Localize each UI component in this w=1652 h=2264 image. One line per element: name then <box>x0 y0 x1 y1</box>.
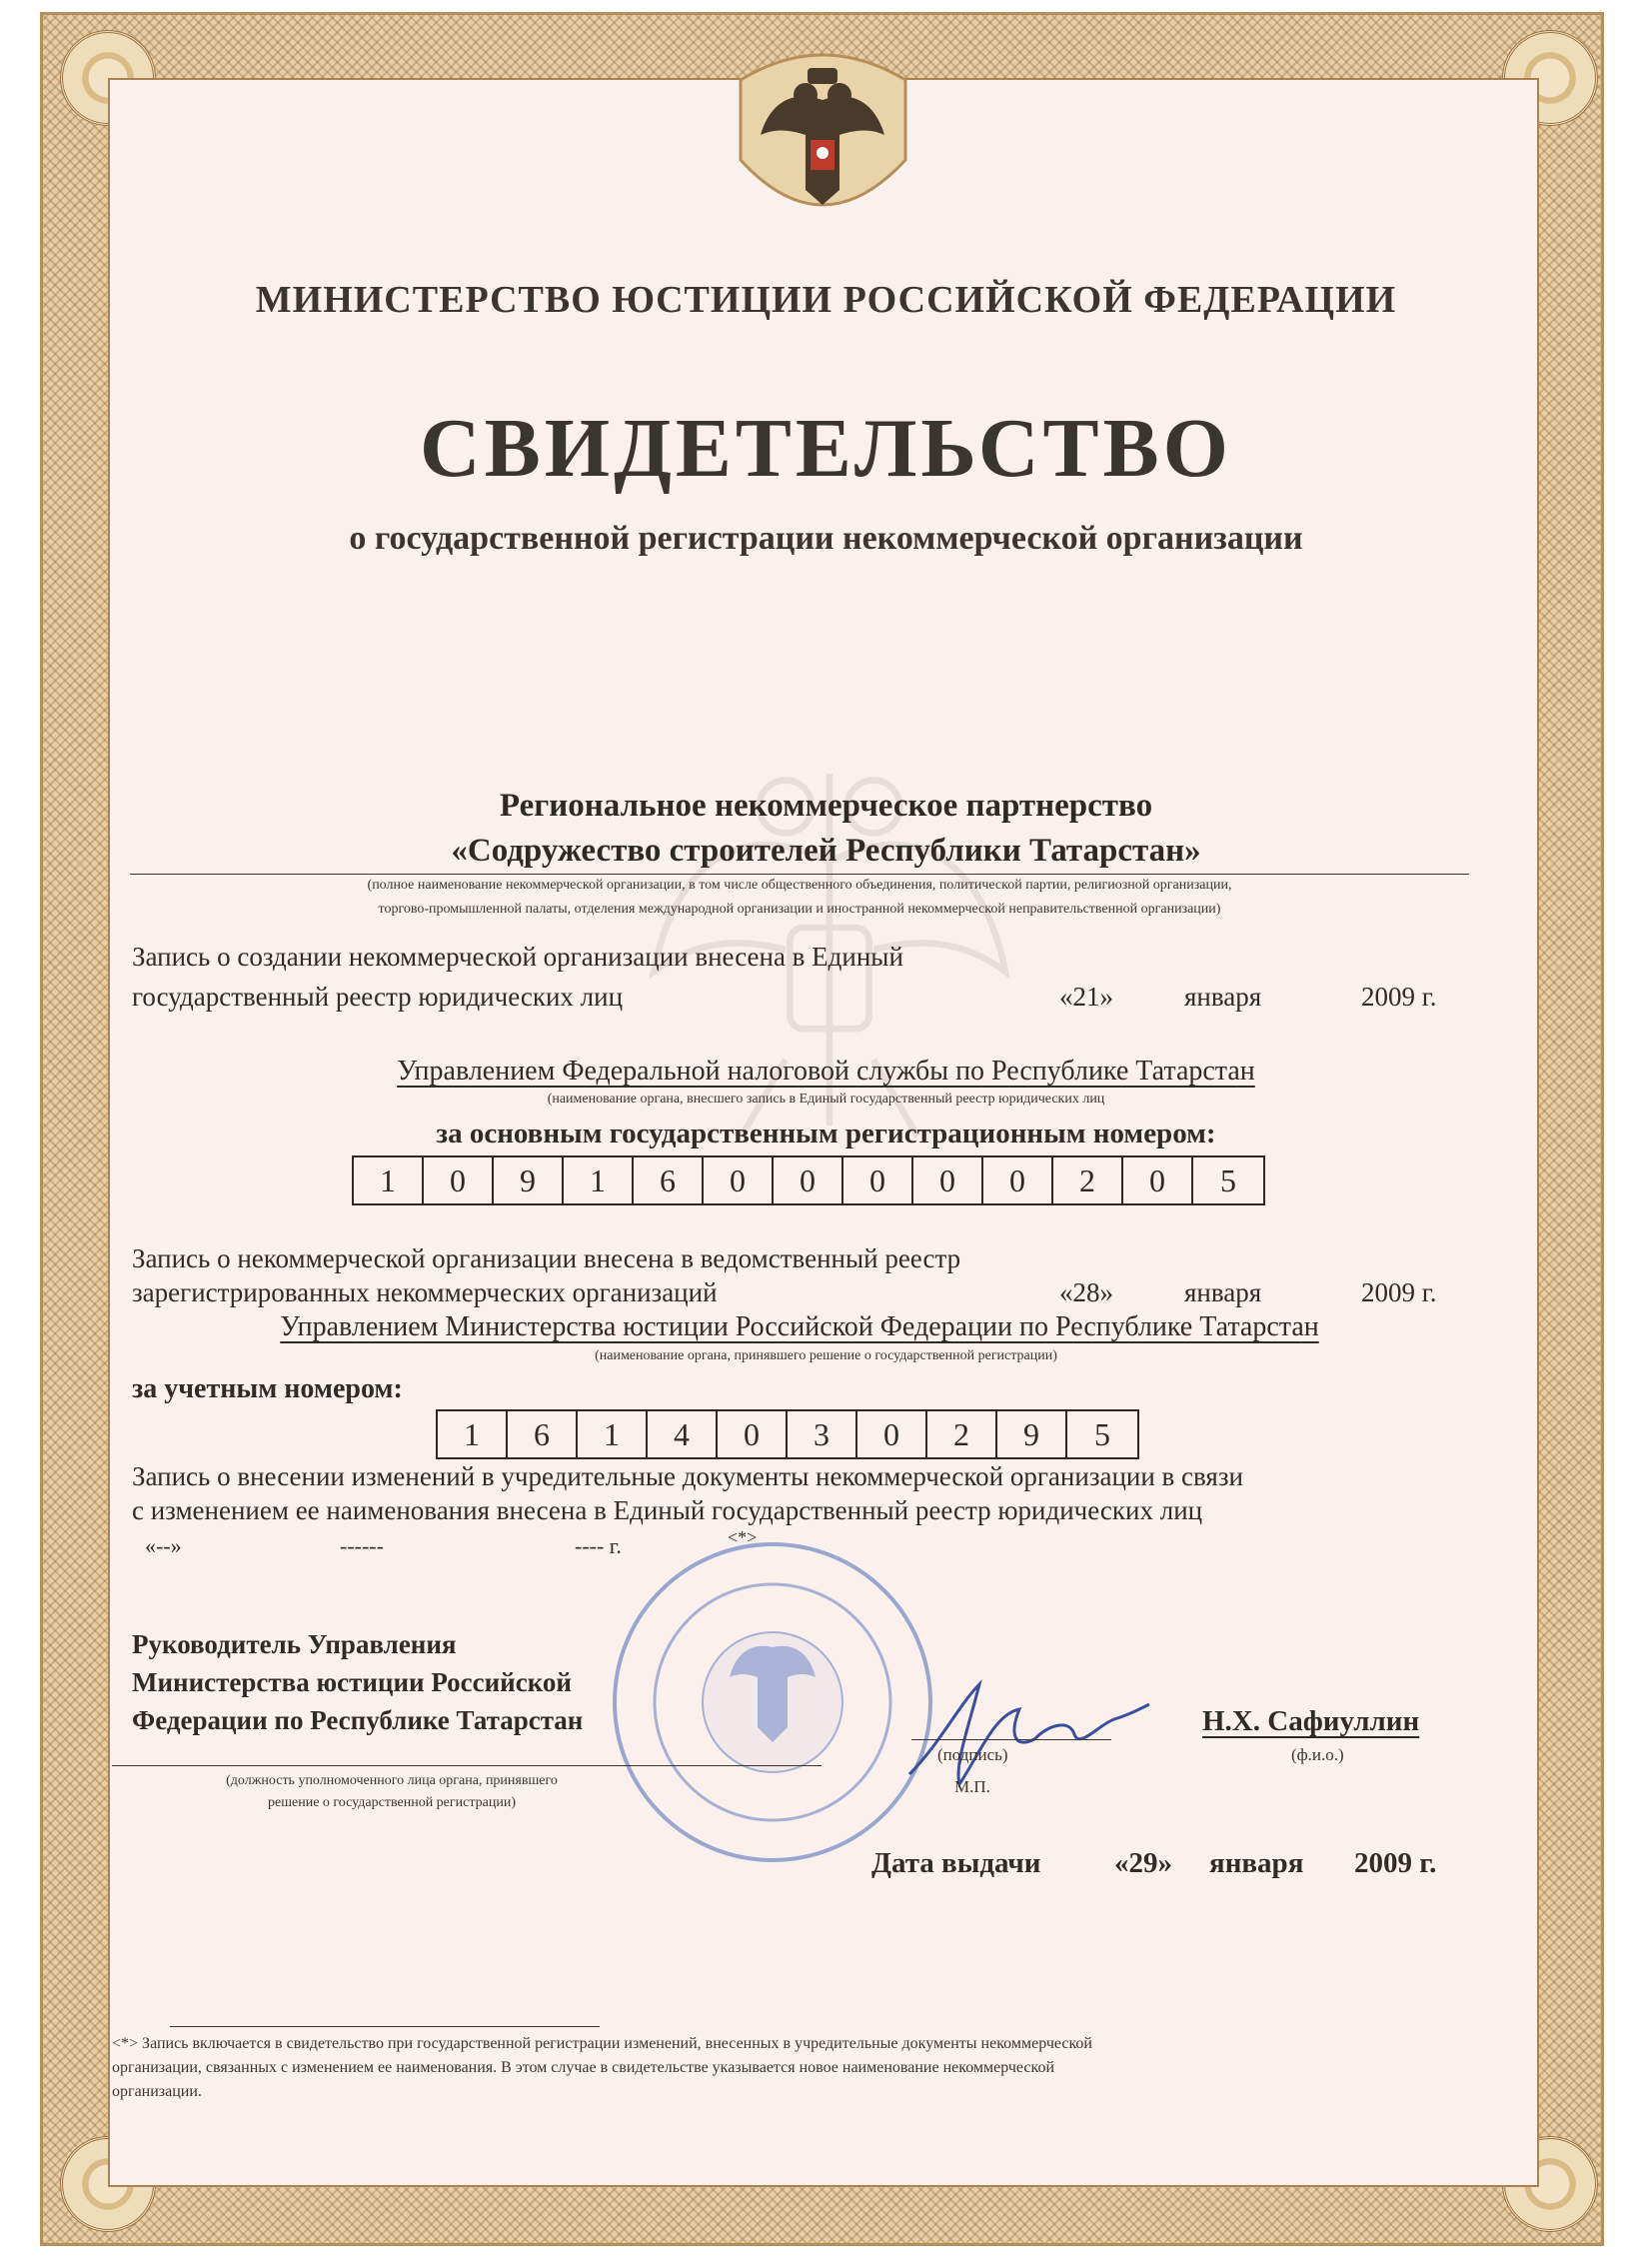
organization-note-line2: торгово-промышленной палаты, отделения международной организации и иностранной некоммерческой неправительственной организации) <box>378 902 1221 917</box>
ogrn-digit: 0 <box>704 1157 774 1203</box>
signatory-name: Н.Х. Сафиуллин <box>1202 1705 1420 1737</box>
registry-digit: 2 <box>927 1411 997 1457</box>
registry-text-line2: зарегистрированных некоммерческих организаций <box>132 1277 718 1307</box>
changes-footnote-mark: <*> <box>728 1527 758 1547</box>
changes-text-line1: Запись о внесении изменений в учредительные документы некоммерческой организации в связи <box>132 1461 1243 1491</box>
ogrn-digit: 1 <box>354 1157 424 1203</box>
ogrn-digit: 0 <box>983 1157 1053 1203</box>
signature-icon <box>899 1664 1159 1804</box>
registry-number-label: за учетным номером: <box>132 1373 403 1404</box>
issue-day: «29» <box>1114 1847 1172 1879</box>
organization-name-rule <box>130 874 1469 875</box>
ogrn-digit: 0 <box>774 1157 843 1203</box>
registry-day: «28» <box>1059 1277 1113 1307</box>
signatory-title-note-line1: (должность уполномоченного лица органа, принявшего <box>226 1773 558 1788</box>
registry-digit: 1 <box>578 1411 648 1457</box>
signatory-name-label: (ф.и.о.) <box>1291 1745 1344 1764</box>
registry-digit: 3 <box>788 1411 857 1457</box>
registry-digit: 6 <box>508 1411 578 1457</box>
changes-year: ---- г. <box>575 1533 622 1558</box>
footnote-line1: <*> Запись включается в свидетельство при государственной регистрации изменений, внесенных в учредительные документы некоммерческой <box>112 2035 1092 2052</box>
ogrn-label: за основным государственным регистрационным номером: <box>436 1118 1216 1149</box>
egrul-day: «21» <box>1059 982 1113 1012</box>
ogrn-digit: 0 <box>424 1157 494 1203</box>
signatory-title-line3: Федерации по Республике Татарстан <box>132 1705 584 1735</box>
egrul-authority-note: (наименование органа, внесшего запись в Единый государственный реестр юридических лиц <box>547 1092 1105 1107</box>
registry-digit: 0 <box>857 1411 927 1457</box>
egrul-authority: Управлением Федеральной налоговой службы по Республике Татарстан <box>397 1056 1255 1087</box>
changes-month: ------ <box>340 1533 384 1558</box>
registry-digit: 0 <box>718 1411 788 1457</box>
signatory-title-note-line2: решение о государственной регистрации) <box>268 1795 516 1810</box>
stamp-label: М.П. <box>954 1777 990 1796</box>
signatory-title-line2: Министерства юстиции Российской <box>132 1667 572 1697</box>
registry-digit: 5 <box>1094 1415 1110 1452</box>
certificate-title: СВИДЕТЕЛЬСТВО <box>420 402 1232 495</box>
changes-day: «--» <box>145 1533 182 1558</box>
coat-of-arms-icon <box>736 40 910 240</box>
ogrn-digit: 6 <box>634 1157 704 1203</box>
registry-authority: Управлением Министерства юстиции Российской Федерации по Республике Татарстан <box>280 1311 1319 1342</box>
registry-digit: 9 <box>997 1411 1067 1457</box>
registry-digit: 4 <box>648 1411 718 1457</box>
footnote-line2: организации, связанных с изменением ее наименования. В этом случае в свидетельстве указывается новое наименование некоммерческой <box>112 2059 1055 2076</box>
issue-year: 2009 г. <box>1354 1847 1437 1879</box>
ogrn-digit: 1 <box>564 1157 634 1203</box>
organization-name-line2: «Содружество строителей Республики Татарстан» <box>451 833 1201 869</box>
egrul-year: 2009 г. <box>1361 982 1437 1012</box>
footnote-rule <box>170 2026 600 2027</box>
registry-authority-note: (наименование органа, принявшего решение о государственной регистрации) <box>595 1348 1057 1363</box>
changes-text-line2: с изменением ее наименования внесена в Единый государственный реестр юридических лиц <box>132 1495 1203 1525</box>
ogrn-digit: 0 <box>1123 1157 1193 1203</box>
egrul-text-line1: Запись о создании некоммерческой организации внесена в Единый <box>132 942 903 972</box>
signature-label: (подпись) <box>937 1745 1008 1764</box>
footnote-line3: организации. <box>112 2083 202 2100</box>
signature-rule <box>911 1739 1111 1740</box>
egrul-text-line2: государственный реестр юридических лиц <box>132 982 624 1012</box>
official-seal-icon <box>608 1537 937 1867</box>
ogrn-digit: 2 <box>1053 1157 1123 1203</box>
egrul-month: января <box>1184 982 1262 1012</box>
certificate-subtitle: о государственной регистрации некоммерческой организации <box>349 520 1303 557</box>
ogrn-digit: 5 <box>1220 1161 1236 1198</box>
registry-text-line1: Запись о некоммерческой организации внесена в ведомственный реестр <box>132 1243 961 1273</box>
ogrn-digit: 0 <box>843 1157 913 1203</box>
ogrn-digit: 9 <box>494 1157 564 1203</box>
registry-month: января <box>1184 1277 1262 1307</box>
issue-month: января <box>1209 1847 1304 1879</box>
signatory-title-line1: Руководитель Управления <box>132 1629 457 1659</box>
registry-year: 2009 г. <box>1361 1277 1437 1307</box>
signatory-title-rule <box>112 1765 822 1766</box>
ogrn-digit-row <box>352 1155 1265 1205</box>
registry-digit: 1 <box>438 1411 508 1457</box>
organization-note-line1: (полное наименование некоммерческой организации, в том числе общественного объединения, политической партии, религиозной организации, <box>367 878 1232 893</box>
organization-name-line1: Региональное некоммерческое партнерство <box>499 788 1153 824</box>
ogrn-digit: 0 <box>913 1157 983 1203</box>
issue-date-label: Дата выдачи <box>871 1847 1041 1879</box>
ministry-heading: МИНИСТЕРСТВО ЮСТИЦИИ РОССИЙСКОЙ ФЕДЕРАЦИИ <box>255 279 1397 321</box>
registry-digit-row <box>436 1409 1139 1459</box>
